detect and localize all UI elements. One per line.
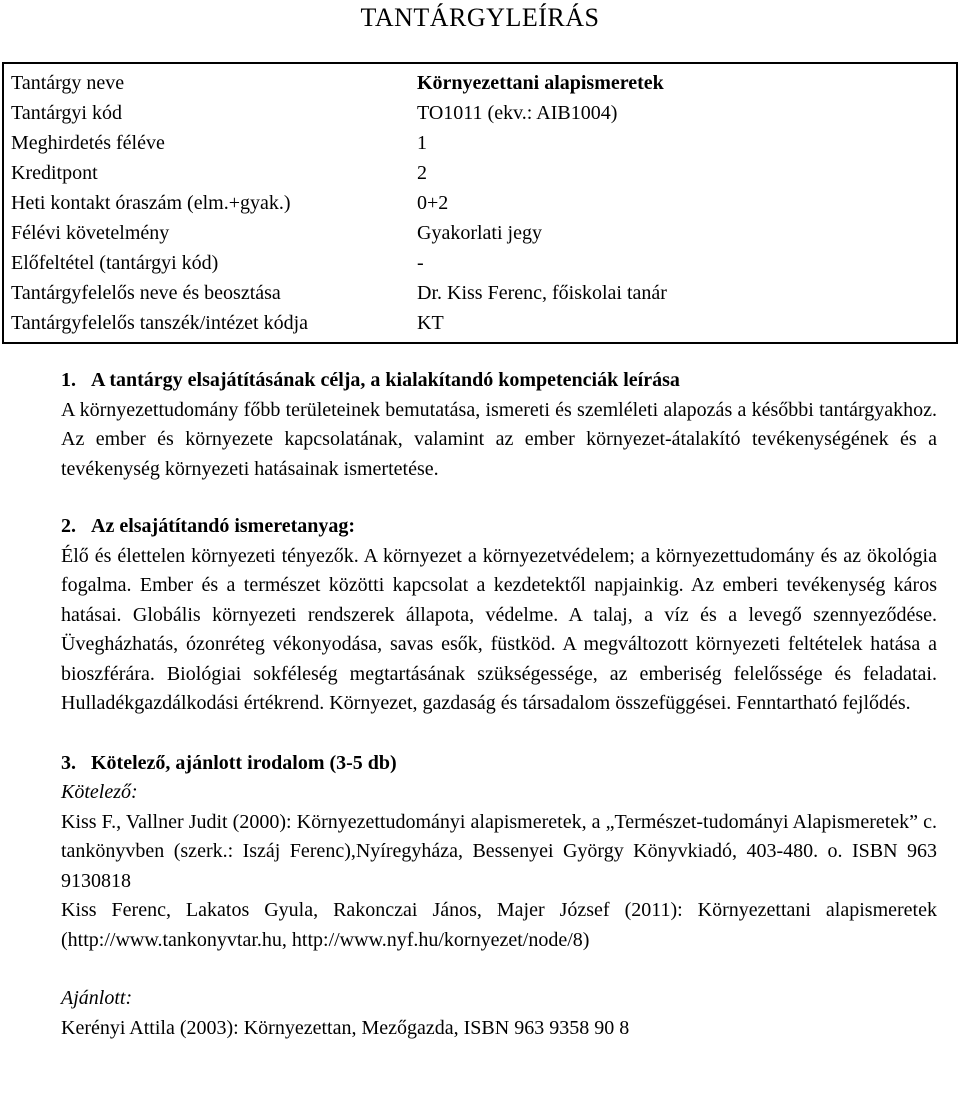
table-row xyxy=(3,218,957,248)
row-value: Dr. Kiss Ferenc, főiskolai tanár xyxy=(417,281,667,304)
row-label: Kreditpont xyxy=(11,161,98,184)
section-title: Kötelező, ajánlott irodalom (3-5 db) xyxy=(91,751,397,774)
section-literature xyxy=(61,749,937,1044)
recommended-label: Ajánlott: xyxy=(61,987,133,1009)
table-row xyxy=(3,128,957,158)
table-row xyxy=(3,63,957,98)
row-value: TO1011 (ekv.: AIB1004) xyxy=(417,101,618,124)
section-body: Élő és élettelen környezeti tényezők. A környezet a környezetvédelem; a környezettudomány és az ökológia fogalma. Ember és a természet közötti kapcsolat a kezdetektől napjainkig. Az emberi tevékenység káros hatásai. Globális környezeti rendszerek állapota, védelme. A talaj, a víz és a levegő szennyeződése. Üvegházhatás, ózonréteg vékonyodása, savas esők, füstköd. A megváltozott környezeti feltételek hatása a bioszférára. Biológiai sokféleség megtartásának szükségessége, az emberiség felelőssége és feladatai. Hulladékgazdálkodási értékrend. Környezet, gazdaság és társadalom összefüggései. Fenntartható fejlődés. xyxy=(61,544,937,714)
section-body: A környezettudomány főbb területeinek bemutatása, ismereti és szemléleti alapozás a későbbi tantárgyakhoz. Az ember és környezete kapcsolatának, valamint az ember környezet-átalakító tevékenységének és a tevékenység környezeti hatásainak ismertetése. xyxy=(61,398,937,480)
reference-item: Kerényi Attila (2003): Környezettan, Mezőgazda, ISBN 963 9358 90 8 xyxy=(61,1016,630,1039)
reference-item: Kiss Ferenc, Lakatos Gyula, Rakonczai János, Majer József (2011): Környezettani alapismeretek (http://www.tankonyvtar.hu, http://www.nyf.hu/kornyezet/node/8) xyxy=(61,899,937,951)
row-value: 1 xyxy=(417,131,427,154)
description-content xyxy=(61,366,937,1043)
section-number: 1. xyxy=(61,369,76,391)
section-goals xyxy=(61,366,937,484)
course-info-table xyxy=(2,62,958,344)
table-row xyxy=(3,278,957,308)
section-syllabus xyxy=(61,512,937,719)
row-value: - xyxy=(417,251,424,274)
table-row xyxy=(3,188,957,218)
row-value: KT xyxy=(417,311,444,334)
table-row xyxy=(3,158,957,188)
section-number: 2. xyxy=(61,515,76,537)
section-title: A tantárgy elsajátításának célja, a kialakítandó kompetenciák leírása xyxy=(91,369,680,391)
row-label: Tantárgyfelelős neve és beosztása xyxy=(11,281,281,304)
row-label: Tantárgyfelelős tanszék/intézet kódja xyxy=(11,311,309,334)
mandatory-label: Kötelező: xyxy=(61,781,138,803)
section-heading xyxy=(61,512,937,542)
section-heading xyxy=(61,749,937,779)
section-heading xyxy=(61,366,937,396)
row-value: Gyakorlati jegy xyxy=(417,221,542,244)
row-label: Előfeltétel (tantárgyi kód) xyxy=(11,251,219,274)
row-label: Meghirdetés féléve xyxy=(11,131,165,154)
table-row xyxy=(3,248,957,278)
row-value: Környezettani alapismeretek xyxy=(417,71,664,94)
page-title: TANTÁRGYLEÍRÁS xyxy=(360,3,600,32)
section-title: Az elsajátítandó ismeretanyag: xyxy=(91,515,356,537)
row-value: 0+2 xyxy=(417,191,449,214)
row-label: Heti kontakt óraszám (elm.+gyak.) xyxy=(11,191,291,214)
section-number: 3. xyxy=(61,751,76,774)
row-label: Félévi követelmény xyxy=(11,221,170,244)
row-label: Tantárgyi kód xyxy=(11,101,122,124)
row-value: 2 xyxy=(417,161,427,184)
table-row xyxy=(3,308,957,343)
table-row xyxy=(3,98,957,128)
row-label: Tantárgy neve xyxy=(11,71,125,94)
reference-item: Kiss F., Vallner Judit (2000): Környezettudományi alapismeretek, a „Természet-tudományi Alapismeretek” c. tankönyvben (szerk.: Iszáj Ferenc),Nyíregyháza, Bessenyei György Könyvkiadó, 403-480. o. ISBN 963 9130818 xyxy=(61,810,937,892)
